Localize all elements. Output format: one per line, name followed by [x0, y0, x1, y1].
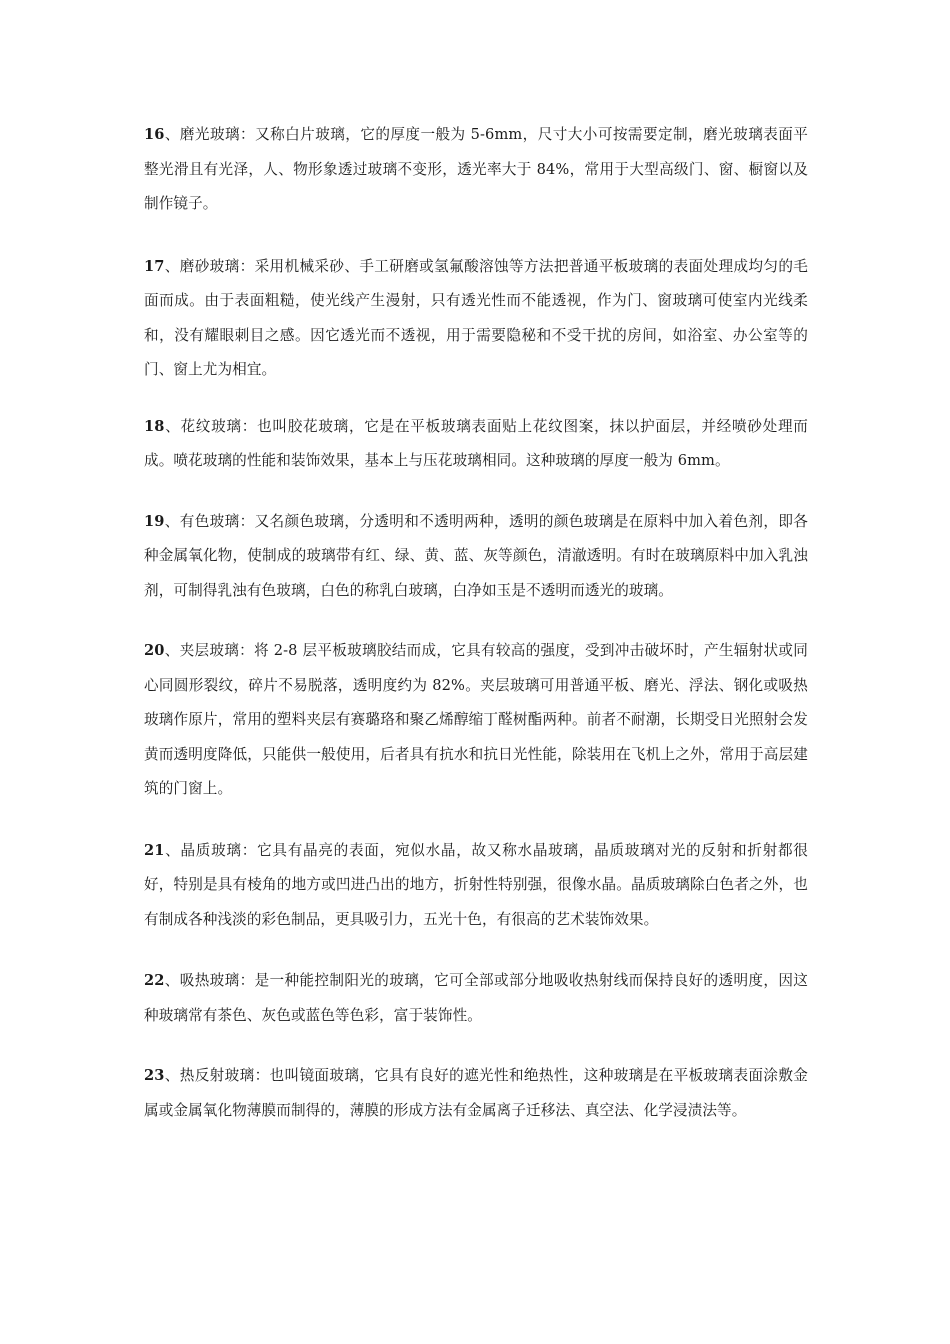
- paragraph-item-16: [144, 118, 808, 222]
- item-number: 21: [144, 841, 165, 859]
- item-number: 22: [144, 972, 165, 989]
- item-text: 、晶质玻璃：它具有晶亮的表面，宛似水晶，故又称水晶玻璃，晶质玻璃对光的反射和折射都很好，特别是具有棱角的地方或凹进凸出的地方，折射性特别强，很像水晶。晶质玻璃除白色者之外，也有制成各种浅淡的彩色制品，更具吸引力，五光十色，有很高的艺术装饰效果。: [144, 841, 808, 928]
- item-text: 、有色玻璃：又名颜色玻璃，分透明和不透明两种，透明的颜色玻璃是在原料中加入着色剂，即各种金属氧化物，使制成的玻璃带有红、绿、黄、蓝、灰等颜色，清澈透明。有时在玻璃原料中加入乳浊剂，可制得乳浊有色玻璃，白色的称乳白玻璃，白净如玉是不透明而透光的玻璃。: [144, 512, 808, 599]
- paragraph-item-19: [144, 505, 808, 609]
- paragraph-item-17: [144, 250, 808, 388]
- item-text: 、热反射玻璃：也叫镜面玻璃，它具有良好的遮光性和绝热性，这种玻璃是在平板玻璃表面涂敷金属或金属氧化物薄膜而制得的，薄膜的形成方法有金属离子迁移法、真空法、化学浸渍法等。: [144, 1067, 808, 1119]
- item-number: 23: [144, 1067, 165, 1084]
- item-text: 、夹层玻璃：将 2-8 层平板玻璃胶结而成，它具有较高的强度，受到冲击破坏时，产生辐射状或同心同圆形裂纹，碎片不易脱落，透明度约为 82%。夹层玻璃可用普通平板、磨光、浮法、钢化或吸热玻璃作原片，常用的塑料夹层有赛璐珞和聚乙烯醇缩丁醛树酯两种。前者不耐潮，长期受日光照射会发黄而透明度降低，只能供一般使用，后者具有抗水和抗日光性能，除装用在飞机上之外，常用于高层建筑的门窗上。: [144, 642, 808, 797]
- paragraph-item-18: [144, 410, 808, 479]
- item-text: 、吸热玻璃：是一种能控制阳光的玻璃，它可全部或部分地吸收热射线而保持良好的透明度，因这种玻璃常有茶色、灰色或蓝色等色彩，富于装饰性。: [144, 972, 808, 1024]
- item-number: 17: [144, 257, 165, 275]
- item-text: 、花纹玻璃：也叫胶花玻璃，它是在平板玻璃表面贴上花纹图案，抹以护面层，并经喷砂处理而成。喷花玻璃的性能和装饰效果，基本上与压花玻璃相同。这种玻璃的厚度一般为 6mm。: [144, 417, 808, 469]
- item-number: 19: [144, 512, 165, 530]
- item-number: 20: [144, 642, 165, 659]
- document-page: [144, 118, 808, 1156]
- item-number: 16: [144, 126, 165, 143]
- item-number: 18: [144, 417, 165, 435]
- paragraph-item-23: [144, 1059, 808, 1128]
- item-text: 、磨砂玻璃：采用机械采砂、手工研磨或氢氟酸溶蚀等方法把普通平板玻璃的表面处理成均匀的毛面而成。由于表面粗糙，使光线产生漫射，只有透光性而不能透视，作为门、窗玻璃可使室内光线柔和，没有耀眼刺目之感。因它透光而不透视，用于需要隐秘和不受干扰的房间，如浴室、办公室等的门、窗上尤为相宜。: [144, 257, 808, 378]
- paragraph-item-22: [144, 964, 808, 1033]
- item-text: 、磨光玻璃：又称白片玻璃，它的厚度一般为 5-6mm，尺寸大小可按需要定制，磨光玻璃表面平整光滑且有光泽，人、物形象透过玻璃不变形，透光率大于 84%，常用于大型高级门、窗、橱窗以及制作镜子。: [144, 126, 808, 212]
- paragraph-item-20: [144, 634, 808, 807]
- paragraph-item-21: [144, 834, 808, 938]
